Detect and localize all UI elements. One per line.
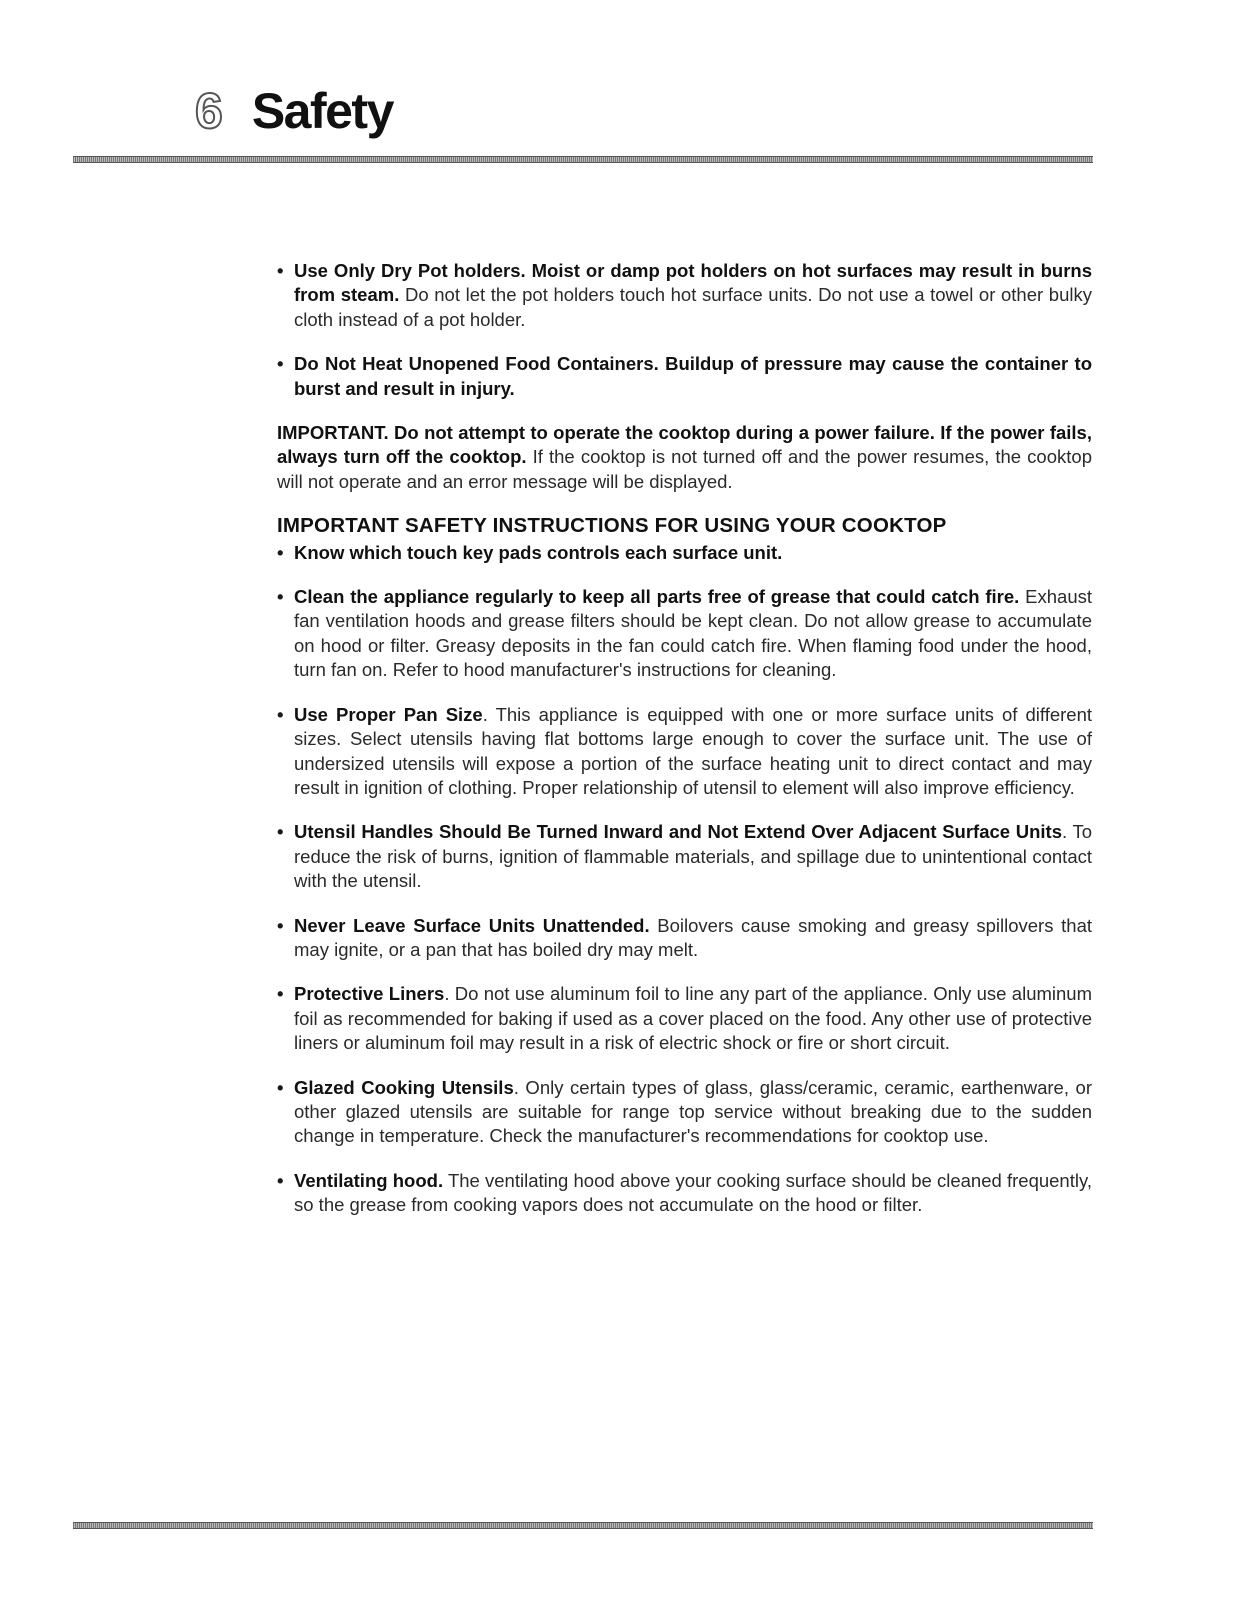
- list-item: [277, 1076, 1092, 1149]
- list-item: [277, 259, 1092, 332]
- bullet-icon: •: [277, 586, 284, 608]
- bullet-icon: •: [277, 260, 284, 281]
- bullet-icon: •: [277, 541, 284, 563]
- bullet-icon: •: [277, 914, 284, 936]
- item-body: . Do not use aluminum foil to line any part of the appliance. Only use aluminum foil as recommended for baking if used as a cover placed on the food. Any other use of protective liners or aluminum foil may result in a risk of electric shock or fire or short circuit.: [294, 983, 1092, 1054]
- list-item: [277, 703, 1092, 801]
- section-heading: IMPORTANT SAFETY INSTRUCTIONS FOR USING YOUR COOKTOP: [277, 514, 947, 538]
- item-body: . Only certain types of glass, glass/ceramic, ceramic, earthenware, or other glazed utensils are suitable for range top service without breaking due to the sudden change in temperature. Check the manufacturer's recommendations for cooktop use.: [294, 1076, 1092, 1147]
- list-item: [277, 585, 1092, 683]
- important-note: [277, 421, 1092, 494]
- list-item: [277, 541, 1092, 565]
- item-lead: Know which touch key pads controls each surface unit.: [294, 541, 783, 563]
- item-lead: Clean the appliance regularly to keep all parts free of grease that could catch fire.: [294, 586, 1020, 608]
- list-item: [277, 1169, 1092, 1218]
- page-number: 6: [195, 83, 222, 139]
- bullet-icon: •: [277, 353, 284, 375]
- list-item: [277, 982, 1092, 1055]
- item-body: . This appliance is equipped with one or more surface units of different sizes. Select utensils having flat bottoms large enough to cover the surface unit. The use of undersized utensils will expose a portion of the surface heating unit to direct contact and may result in ignition of clothing. Proper relationship of utensil to element will also improve efficiency.: [294, 703, 1092, 798]
- bullet-icon: •: [277, 1076, 284, 1098]
- header-rule: [73, 156, 1093, 163]
- page-header: [195, 82, 393, 152]
- item-body: Exhaust fan ventilation hoods and grease filters should be kept clean. Do not allow grease to accumulate on hood or filter. Greasy deposits in the fan could catch fire. When flaming food under the hood, turn fan on. Refer to hood manufacturer's instructions for cleaning.: [294, 586, 1092, 681]
- item-body: Do not let the pot holders touch hot surface units. Do not use a towel or other bulky cloth instead of a pot holder.: [294, 284, 1092, 330]
- item-lead: Glazed Cooking Utensils: [294, 1076, 514, 1098]
- item-lead: Use Proper Pan Size: [294, 703, 483, 725]
- item-lead: Do Not Heat Unopened Food Containers. Buildup of pressure may cause the container to burst and result in injury.: [294, 353, 1092, 399]
- bullet-icon: •: [277, 821, 284, 843]
- important-note-body: If the cooktop is not turned off and the power resumes, the cooktop will not operate and an error message will be displayed.: [277, 446, 1092, 492]
- item-lead: Protective Liners: [294, 983, 445, 1005]
- list-item: [277, 820, 1092, 893]
- bullet-icon: •: [277, 703, 284, 725]
- bullet-icon: •: [277, 1169, 284, 1191]
- item-lead: Utensil Handles Should Be Turned Inward and Not Extend Over Adjacent Surface Units: [294, 821, 1062, 843]
- footer-rule: [73, 1522, 1093, 1529]
- bullet-icon: •: [277, 983, 284, 1005]
- item-body: Boilovers cause smoking and greasy spillovers that may ignite, or a pan that has boiled dry may melt.: [294, 914, 1093, 960]
- safety-content: [277, 259, 1092, 1238]
- item-body: The ventilating hood above your cooking surface should be cleaned frequently, so the grease from cooking vapors does not accumulate on the hood or filter.: [294, 1169, 1092, 1216]
- item-lead: Never Leave Surface Units Unattended.: [294, 914, 650, 936]
- page-title: Safety: [251, 83, 393, 139]
- item-lead: Use Only Dry Pot holders. Moist or damp pot holders on hot surfaces may result in burns from steam.: [294, 260, 1092, 306]
- item-body: . To reduce the risk of burns, ignition of flammable materials, and spillage due to unintentional contact with the utensil.: [294, 821, 1092, 892]
- important-note-lead: IMPORTANT. Do not attempt to operate the cooktop during a power failure. If the power fails, always turn off the cooktop.: [277, 422, 1092, 468]
- item-lead: Ventilating hood.: [294, 1169, 444, 1191]
- list-item: [277, 352, 1092, 401]
- list-item: [277, 914, 1092, 963]
